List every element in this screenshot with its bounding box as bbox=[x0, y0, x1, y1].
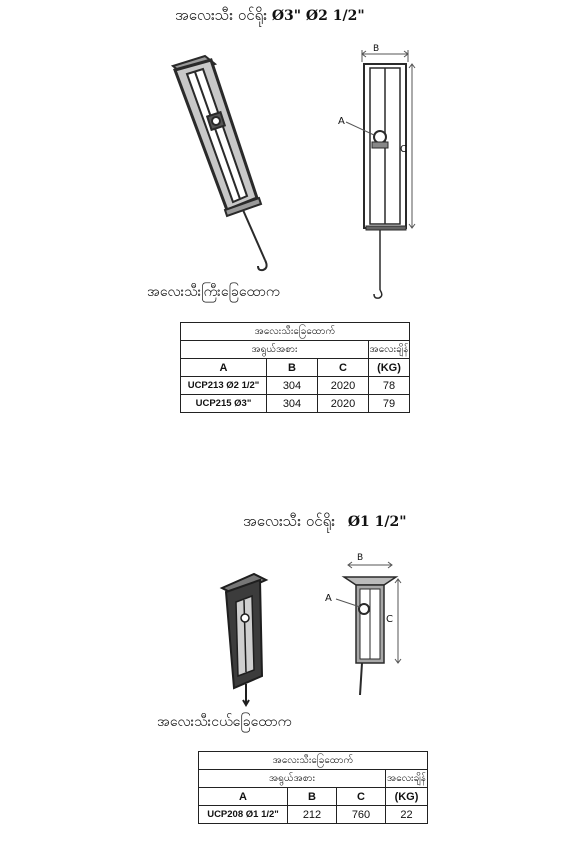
table-cell: UCP213 Ø2 1/2" bbox=[181, 377, 267, 395]
section1-title-dims: Ø3" Ø2 1/2" bbox=[271, 8, 365, 24]
table-cell: 760 bbox=[337, 806, 386, 824]
large-weight-foot-diagram bbox=[330, 42, 420, 302]
table-cell: 304 bbox=[267, 395, 318, 413]
table-cell: UCP208 Ø1 1/2" bbox=[199, 806, 288, 824]
column-header: (KG) bbox=[386, 788, 428, 806]
section1-dim-b-label: B bbox=[373, 44, 380, 54]
section2-spec-table bbox=[198, 751, 428, 824]
table-row bbox=[181, 377, 410, 395]
section2-dim-b-label: B bbox=[357, 553, 364, 563]
table-title: အလေးသီးခြေထောက် bbox=[181, 323, 410, 341]
column-header: A bbox=[181, 359, 267, 377]
section1-spec-table bbox=[180, 322, 410, 413]
table-cell: 78 bbox=[369, 377, 410, 395]
small-weight-foot-diagram bbox=[322, 555, 412, 705]
column-header: C bbox=[318, 359, 369, 377]
table-row bbox=[199, 806, 428, 824]
table-title: အလေးသီးခြေထောက် bbox=[199, 752, 428, 770]
table-cell: UCP215 Ø3" bbox=[181, 395, 267, 413]
table-cell: 2020 bbox=[318, 395, 369, 413]
section1-title-text: အလေးသီး ဝင်ရိုး bbox=[175, 6, 268, 24]
table-cell: 304 bbox=[267, 377, 318, 395]
table-cell: 79 bbox=[369, 395, 410, 413]
table-weight-header: အလေးချိန် bbox=[369, 341, 410, 359]
table-cell: 22 bbox=[386, 806, 428, 824]
table-cell: 2020 bbox=[318, 377, 369, 395]
table-group-header: အရွယ်အစား bbox=[181, 341, 369, 359]
section2-dim-a-label: A bbox=[325, 593, 332, 604]
column-header: B bbox=[288, 788, 337, 806]
table-cell: 212 bbox=[288, 806, 337, 824]
section1-caption: အလေးသီးကြီးခြေထောက bbox=[147, 284, 280, 300]
small-weight-foot-illustration bbox=[220, 572, 280, 707]
table-row bbox=[181, 395, 410, 413]
large-weight-foot-illustration bbox=[165, 52, 285, 282]
section1-dim-a-label: A bbox=[338, 116, 345, 127]
column-header: C bbox=[337, 788, 386, 806]
column-header: (KG) bbox=[369, 359, 410, 377]
section2-dim-c-label: C bbox=[386, 614, 393, 625]
section1-title bbox=[175, 6, 365, 28]
table-weight-header: အလေးချိန် bbox=[386, 770, 428, 788]
section2-title-text: အလေးသီး ဝင်ရိုး bbox=[243, 512, 336, 530]
table-group-header: အရွယ်အစား bbox=[199, 770, 386, 788]
section2-caption: အလေးသီးငယ်ခြေထောက bbox=[157, 714, 292, 730]
section2-title bbox=[243, 512, 407, 534]
section2-title-dims: Ø1 1/2" bbox=[347, 514, 407, 530]
column-header: A bbox=[199, 788, 288, 806]
section1-dim-c-label: C bbox=[400, 144, 407, 155]
column-header: B bbox=[267, 359, 318, 377]
